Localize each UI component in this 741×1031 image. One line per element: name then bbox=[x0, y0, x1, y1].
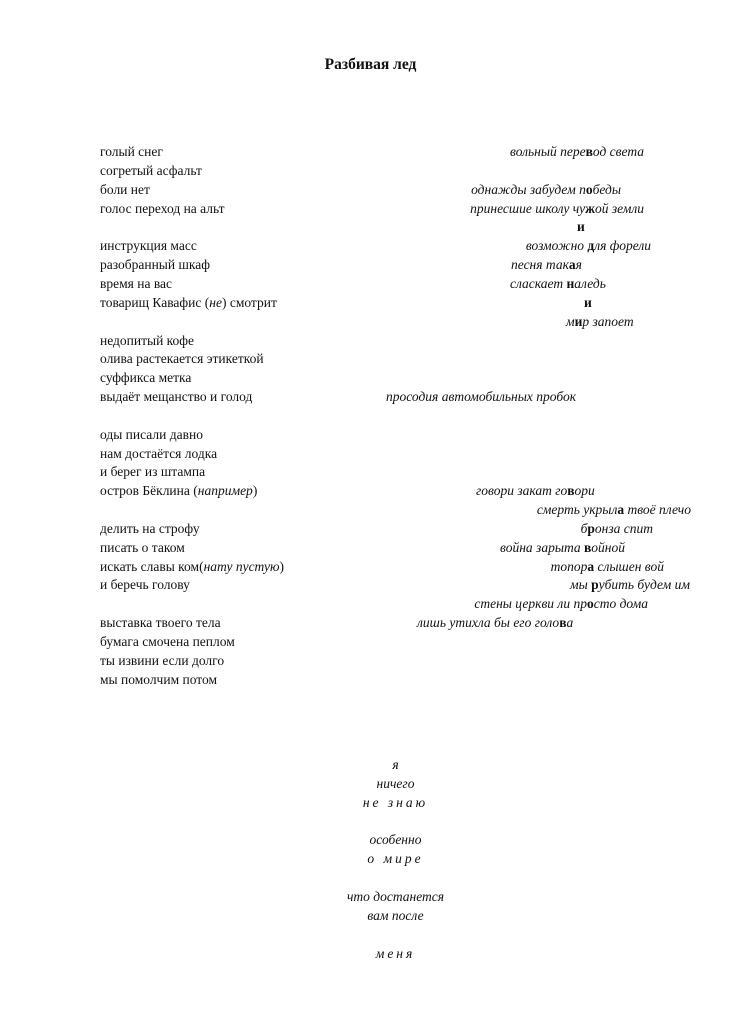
right-line bbox=[511, 257, 582, 273]
acrostic-letter: о bbox=[585, 182, 593, 197]
acrostic-letter: а bbox=[587, 559, 595, 574]
right-line bbox=[581, 521, 653, 537]
line-part: песня так bbox=[511, 257, 569, 272]
line-part-italic: не bbox=[209, 295, 222, 310]
line-part: война зарыта bbox=[500, 540, 584, 555]
right-line bbox=[526, 238, 651, 254]
acrostic-letter: в bbox=[559, 615, 567, 630]
left-line: олива растекается этикеткой bbox=[100, 351, 264, 366]
left-line bbox=[100, 483, 257, 499]
line-part: смерть укрыл bbox=[536, 502, 618, 517]
left-line: недопитый кофе bbox=[100, 333, 195, 348]
acrostic-letter: а bbox=[617, 502, 625, 517]
right-line bbox=[474, 596, 648, 612]
left-line: выставка твоего тела bbox=[100, 615, 221, 630]
line-part: м bbox=[566, 314, 575, 329]
left-line: бумага смочена пеплом bbox=[100, 634, 235, 649]
left-line: разобранный шкаф bbox=[100, 257, 210, 272]
right-line bbox=[510, 276, 606, 292]
line-part-italic: нату пустую bbox=[203, 559, 280, 574]
left-line: инструкция масс bbox=[100, 238, 197, 253]
left-line: мы помолчим потом bbox=[100, 672, 218, 687]
right-line bbox=[386, 389, 576, 405]
right-line bbox=[577, 219, 585, 235]
line-part: принесшие школу чу bbox=[470, 201, 586, 216]
right-line bbox=[537, 502, 691, 518]
acrostic-letter: р bbox=[591, 577, 599, 592]
acrostic-letter: р bbox=[587, 521, 595, 536]
acrostic-letter: а bbox=[568, 257, 576, 272]
right-line bbox=[470, 201, 644, 217]
line-part: искать славы ком( bbox=[100, 559, 204, 574]
line-part: ) bbox=[252, 483, 258, 498]
line-part: онза спит bbox=[594, 521, 653, 536]
line-part: лишь утихла бы его голо bbox=[417, 615, 560, 630]
acrostic-letter: в bbox=[585, 144, 593, 159]
acrostic-letter: ж bbox=[585, 201, 595, 216]
right-line bbox=[570, 577, 690, 593]
right-line bbox=[551, 559, 664, 575]
line-part: вольный пере bbox=[510, 144, 586, 159]
right-line bbox=[566, 314, 634, 330]
line-part: сласкает bbox=[510, 276, 567, 291]
left-line: и берег из штампа bbox=[100, 464, 206, 479]
coda-line: вам после bbox=[367, 908, 424, 923]
right-line bbox=[417, 615, 573, 631]
left-line: боли нет bbox=[100, 182, 150, 197]
line-part: топор bbox=[550, 559, 588, 574]
acrostic-letter: и bbox=[577, 219, 585, 234]
line-part: а bbox=[566, 615, 574, 630]
line-part: б bbox=[580, 521, 588, 536]
line-part: товарищ Кавафис ( bbox=[100, 295, 210, 310]
line-part: ойной bbox=[591, 540, 625, 555]
acrostic-letter: н bbox=[566, 276, 575, 291]
left-line: согретый асфальт bbox=[100, 163, 202, 178]
line-part: слышен вой bbox=[594, 559, 664, 574]
right-line bbox=[471, 182, 621, 198]
left-line: выдаёт мещанство и голод bbox=[100, 389, 253, 404]
coda-line: ничего bbox=[376, 776, 415, 791]
acrostic-letter: о bbox=[586, 596, 594, 611]
line-part: ля форели bbox=[594, 238, 651, 253]
left-line: голос переход на альт bbox=[100, 201, 225, 216]
left-line: время на вас bbox=[100, 276, 173, 291]
left-line: голый снег bbox=[100, 144, 163, 159]
line-part: ори bbox=[574, 483, 595, 498]
right-line bbox=[584, 295, 592, 311]
left-line: ты извини если долго bbox=[100, 653, 225, 668]
left-line: суффикса метка bbox=[100, 370, 192, 385]
left-line: оды писали давно bbox=[100, 427, 203, 442]
acrostic-letter: в bbox=[584, 540, 592, 555]
coda-line: что достанется bbox=[346, 889, 445, 904]
right-line bbox=[476, 483, 595, 499]
line-part: аледь bbox=[574, 276, 606, 291]
line-part: беды bbox=[592, 182, 621, 197]
acrostic-letter: и bbox=[574, 314, 583, 329]
line-part: ) смотрит bbox=[221, 295, 277, 310]
line-part: стены церкви ли пр bbox=[474, 596, 587, 611]
left-line bbox=[100, 295, 277, 311]
acrostic-letter: и bbox=[584, 295, 592, 310]
line-part: ой земли bbox=[594, 201, 644, 216]
line-part: возможно bbox=[525, 238, 588, 253]
right-line bbox=[510, 144, 644, 160]
line-part: од света bbox=[592, 144, 644, 159]
line-part: просодия автомобильных пробок bbox=[386, 389, 577, 404]
coda-line: я bbox=[392, 757, 399, 772]
acrostic-letter: д bbox=[587, 238, 595, 253]
acrostic-letter: в bbox=[567, 483, 575, 498]
line-part: остров Бёклина ( bbox=[100, 483, 198, 498]
line-part: сто дома bbox=[593, 596, 648, 611]
line-part: мы bbox=[569, 577, 592, 592]
coda-line: меня bbox=[375, 946, 416, 961]
left-line: и беречь голову bbox=[100, 577, 190, 592]
left-line: нам достаётся лодка bbox=[100, 446, 218, 461]
line-part: однажды забудем п bbox=[471, 182, 586, 197]
line-part: говори закат го bbox=[476, 483, 568, 498]
right-line bbox=[500, 540, 625, 556]
line-part: я bbox=[575, 257, 582, 272]
coda-line: о мире bbox=[367, 851, 424, 866]
left-line bbox=[100, 559, 284, 575]
line-part: твоё плечо bbox=[624, 502, 691, 517]
coda-line: особенно bbox=[369, 832, 422, 847]
line-part-italic: например bbox=[197, 483, 253, 498]
left-line: писать о таком bbox=[100, 540, 185, 555]
coda-line: не знаю bbox=[362, 795, 429, 810]
line-part: убить будем им bbox=[598, 577, 690, 592]
line-part: р запоет bbox=[582, 314, 634, 329]
poem-title: Разбивая лед bbox=[324, 56, 417, 73]
left-line: делить на строфу bbox=[100, 521, 200, 536]
line-part: ) bbox=[279, 559, 284, 574]
